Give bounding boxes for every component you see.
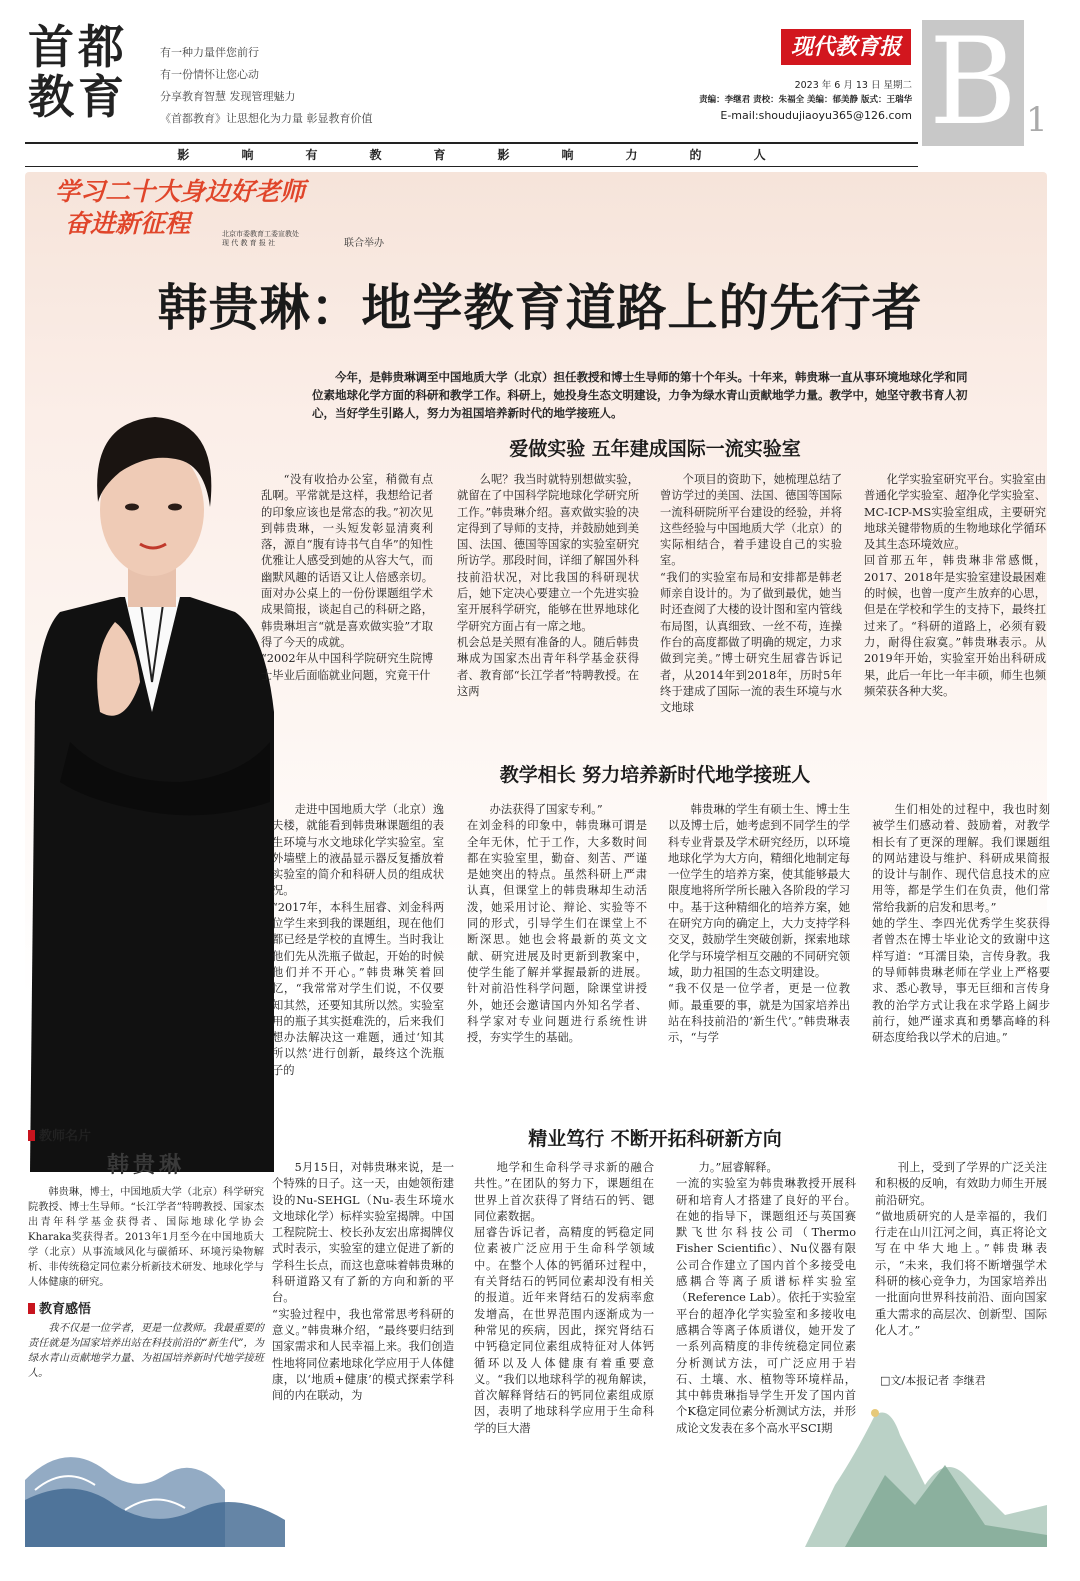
motto-char: 影 bbox=[497, 148, 510, 162]
section-heading: 精业笃行 不断开拓科研新方向 bbox=[528, 1128, 782, 1150]
article-column: 刊上，受到了学界的广泛关注和积极的反响，有效助力师生开展前沿研究。 “做地质研究的人是幸福的，我们行走在山川江河之间，真正将论文写在中华大地上。”韩贵琳表示，“未来，我们将不断增强学术科研的核心竞争力，为国家培养出一批面向世界科技前沿、面向国家重大需求的高层次、创新型、国际化人才。” bbox=[875, 1161, 1047, 1337]
article-column: 么呢？我当时就特别想做实验，就留在了中国科学院地球化学研究所工作。”韩贵琳介绍。喜欢做实验的决定得到了导师的支持，并鼓励她到美国、法国、德国等国家的实验室研究所访学。那段时间，详细了解国外科技前沿状况，对比我国的科研现状后，她下定决心要建立一个先进实验室开展科学研究，能够在世界地球化学研究方面占有一席之地。 机会总是关照有准备的人。随后韩贵琳成为国家杰出青年科学基金获得者、教育部“长江学者”特聘教授。在这两 bbox=[457, 473, 639, 698]
issue-date: 2023 年 6 月 13 日 星期二 bbox=[794, 80, 912, 91]
article-column: 走进中国地质大学（北京）逸夫楼，就能看到韩贵琳课题组的表生环境与水文地球化学实验室。室外墙壁上的液晶显示器反复播放着实验室的简介和科研人员的组成状况。 “2017年，本科生屈睿、刘金科两位学生来到我的课题组，现在他们都已经是学校的直博生。当时我让他们先从洗瓶子做起，开始的时候他们并不开心。”韩贵琳笑着回忆，“我常常对学生们说，不仅要知其然，还要知其所以然。实验室用的瓶子其实挺难洗的，后来我们想办法解决这一难题，通过‘知其所以然’进行创新，最终这个洗瓶子的 bbox=[272, 803, 444, 1077]
reflection-text: 我不仅是一位学者，更是一位教师。我最重要的责任就是为国家培养出站在科技前沿的“新生代”，为绿水青山贡献地学力量、为祖国培养新时代地学接班人。 bbox=[28, 1323, 264, 1379]
motto-line bbox=[25, 145, 918, 167]
article-column: 化学实验室研究平台。实验室由普通化学实验室、超净化学实验室、MC-ICP-MS实验室组成，主要研究地球关键带物质的生物地球化学循环及其生态环境效应。 回首那五年，韩贵琳非常感慨，2017、2018年是实验室建设最困难的时候，也曾一度产生放弃的心思，但是在学校和学生的支持下，最终扛过来了。“科研的道路上，必须有毅力，耐得住寂寞。”韩贵琳表示。从2019年开始，实验室开始出科研成果，此后一年比一年丰硕，师生也频频荣获各种大奖。 bbox=[864, 473, 1046, 698]
article-column: 力。”屈睿解释。 一流的实验室为韩贵琳教授开展科研和培育人才搭建了良好的平台。在她的指导下，课题组还与英国赛默飞世尔科技公司（Thermo Fisher Scientific）、Nu仪器有限公司合作建立了国内首个多接受电感耦合等离子质谱标样实验室（Reference Lab）。依托于实验室平台的超净化学实验室和多接收电感耦合等离子体质谱仪，她开发了一系列高精度的非传统稳定同位素分析测试方法，可广泛应用于岩石、土壤、水、植物等环境样品，其中韩贵琳指导学生开发了国内首个K稳定同位素分析测试方法，并形成论文发表在多个高水平SCI期 bbox=[676, 1161, 856, 1435]
divider bbox=[25, 166, 918, 167]
organizer-name: 北京市委教育工委宣教处 bbox=[222, 230, 299, 238]
contact-email[interactable]: E-mail:shoudujiaoyu365@126.com bbox=[720, 109, 912, 122]
reflection-title: 教育感悟 bbox=[28, 1298, 264, 1317]
motto-char: 教 bbox=[369, 148, 382, 162]
teacher-profile-card bbox=[28, 1125, 264, 1455]
card-title: 教师名片 bbox=[28, 1125, 264, 1144]
slogan: 有一种力量伴您前行 bbox=[160, 46, 259, 59]
teacher-name: 韩贵琳 bbox=[106, 1152, 185, 1178]
campaign-line-1: 学习二十大身边好老师 bbox=[55, 177, 306, 206]
byline: □文/本报记者 李继君 bbox=[880, 1374, 986, 1387]
article-column: 韩贵琳的学生有硕士生、博士生以及博士后，她考虑到不同学生的学科专业背景及学术研究经历，以环境地球化学为大方向，精细化地制定每一位学生的培养方案，使其能够最大限度地将所学所长融入各阶段的学习中。基于这种精细化的培养方案，她在研究方向的确定上，大力支持学科交叉，鼓励学生突破创新，探索地球化学与环境学相互交融的不同研究领域，助力祖国的生态文明建设。 “我不仅是一位学者，更是一位教师。最重要的事，就是为国家培养出站在科技前沿的‘新生代’。”韩贵琳表示，“与学 bbox=[668, 803, 850, 1045]
article-column: 生们相处的过程中，我也时刻被学生们感动着、鼓励着，对教学相长有了更深的理解。我们课题组的网站建设与维护、科研成果简报的设计与制作、现代信息技术的应用等，都是学生们在负责，他们常常给我新的启发和思考。” 她的学生、李四光优秀学生奖获得者曾杰在博士毕业论文的致谢中这样写道：“耳濡目染，言传身教。我的导师韩贵琳老师在学业上严格要求、悉心教导，事无巨细和言传身教的治学方式让我在求学路上阔步前行，她严谨求真和勇攀高峰的科研态度给我以学术的启迪。” bbox=[872, 803, 1050, 1045]
campaign-line-2: 奋进新征程 bbox=[65, 209, 191, 238]
article-column: 5月15日，对韩贵琳来说，是一个特殊的日子。这一天，由她领衔建设的Nu-SEHGL（Nu-表生环境水文地球化学）标样实验室揭牌。中国工程院院士、校长孙友宏出席揭牌仪式时表示，实验室的建立促进了新的学科生长点，而这也意味着韩贵琳的科研道路又有了新的方向和新的平台。 “实验过程中，我也常常思考科研的意义。”韩贵琳介绍，“最终要归结到国家需求和人民幸福上来。我们创造性地将同位素地球化学应用于人体健康，以‘地质+健康’的模式探索学科间的内在联动，为 bbox=[272, 1161, 454, 1403]
motto-char: 力 bbox=[625, 148, 638, 162]
slogan: 分享教育智慧 发现管理魅力 bbox=[160, 90, 296, 103]
organizers bbox=[222, 230, 299, 248]
motto-char: 有 bbox=[305, 148, 318, 162]
slogan: 《首都教育》让思想化为力量 彰显教育价值 bbox=[160, 112, 373, 125]
article-column: “没有收拾办公室，稍微有点乱啊。平常就是这样，我想给记者的印象应该也是常态的我。”初次见到韩贵琳，一头短发彰显清爽利落，源自“腹有诗书气自华”的知性优雅让人感受到她的从容大气，而幽默风趣的话语又让人倍感亲切。面对办公桌上的一份份课题组学术成果简报，谈起自己的科研之路，韩贵琳坦言“就是喜欢做实验”才取得了今天的成就。 “2002年从中国科学院研究生院博士毕业后面临就业问题，究竟干什 bbox=[261, 473, 433, 682]
motto-char: 影 bbox=[177, 148, 190, 162]
joint-host-label: 联合举办 bbox=[344, 238, 384, 249]
motto-char: 人 bbox=[753, 148, 766, 162]
newspaper-logo: 现代教育报 bbox=[781, 29, 911, 65]
article-headline: 韩贵琳：地学教育道路上的先行者 bbox=[157, 278, 923, 337]
masthead-slogans bbox=[160, 42, 373, 130]
section-title: 首都教育 bbox=[28, 20, 128, 124]
page-letter: B bbox=[922, 20, 1024, 146]
motto-char: 响 bbox=[561, 148, 574, 162]
slogan: 有一份情怀让您心动 bbox=[160, 68, 259, 81]
campaign-banner bbox=[55, 176, 375, 240]
mountain-illustration bbox=[805, 1395, 1047, 1547]
section-heading: 爱做实验 五年建成国际一流实验室 bbox=[509, 438, 801, 460]
page-number: 1 bbox=[1026, 100, 1048, 140]
organizer-name: 现 代 教 育 报 社 bbox=[222, 239, 276, 247]
motto-char: 响 bbox=[241, 148, 254, 162]
motto-char: 的 bbox=[689, 148, 702, 162]
editor-credits: 责编：李继君 责校：朱福全 美编：郁美静 版式：王瑞华 bbox=[699, 95, 912, 105]
motto-char: 育 bbox=[433, 148, 446, 162]
article-intro: 今年，是韩贵琳调至中国地质大学（北京）担任教授和博士生导师的第十个年头。十年来，韩贵琳一直从事环境地球化学和同位素地球化学方面的科研和教学工作。科研上，她投身生态文明建设，力争为绿水青山贡献地学力量。教学中，她坚守教书育人初心，当好学生引路人，努力为祖国培养新时代的地学接班人。 bbox=[312, 370, 968, 420]
section-heading: 教学相长 努力培养新时代地学接班人 bbox=[499, 764, 811, 786]
article-column: 办法获得了国家专利。” 在刘金科的印象中，韩贵琳可谓是全年无休，忙于工作，大多数时间都在实验室里，勤奋、刻苦、严谨是她突出的特点。虽然科研上严肃认真，但课堂上的韩贵琳却生动活泼，她采用讨论、辩论、实验等不同的形式，引导学生们在课堂上不断深思。她也会将最新的英文文献、研究进展及时更新到教案中，使学生能了解并掌握最新的进展。针对前沿性科学问题，除课堂讲授外，她还会邀请国内外知名学者、科学家对专业问题进行系统性讲授，夯实学生的基础。 bbox=[467, 803, 647, 1045]
portrait-photo bbox=[30, 382, 274, 1172]
teacher-bio: 韩贵琳，博士，中国地质大学（北京）科学研究院教授、博士生导师。“长江学者”特聘教授、国家杰出青年科学基金获得者、国际地球化学协会Kharaka奖获得者。2013年1月至今在中国地质大学（北京）从事流域风化与碳循环、环境污染物解析、非传统稳定同位素分析新技术研发、地球化学与人体健康的研究。 bbox=[28, 1187, 264, 1288]
divider bbox=[25, 142, 918, 144]
wave-illustration bbox=[25, 1420, 285, 1547]
article-column: 个项目的资助下，她梳理总结了曾访学过的美国、法国、德国等国际一流科研院所平台建设的经验，并将这些经验与中国地质大学（北京）的实际相结合，着手建设自己的实验室。 “我们的实验室布局和安排都是韩老师亲自设计的。为了做到最优，她当时还查阅了大楼的设计图和室内管线布局图，认真细致、一丝不苟，连操作台的高度都做了明确的规定，力求做到完美。”博士研究生屈睿告诉记者，从2014年到2018年，历时5年终于建成了国际一流的表生环境与水文地球 bbox=[660, 473, 842, 715]
issue-info bbox=[640, 78, 912, 123]
article-column: 地学和生命科学寻求新的融合共性。”在团队的努力下，课题组在世界上首次获得了肾结石的钙、锶同位素数据。 屈睿告诉记者，高精度的钙稳定同位素被广泛应用于生命科学领域中。在整个人体的钙循环过程中，有关肾结石的钙同位素却没有相关的报道。近年来肾结石的发病率愈发增高，在世界范围内逐渐成为一种常见的疾病，因此，探究肾结石中钙稳定同位素组成特征对人体钙循环以及人体健康有着重要意义。“我们以地球科学的视角解读，首次解释肾结石的钙同位素组成原因，表明了地球科学应用于生命科学的巨大潜 bbox=[474, 1161, 654, 1435]
